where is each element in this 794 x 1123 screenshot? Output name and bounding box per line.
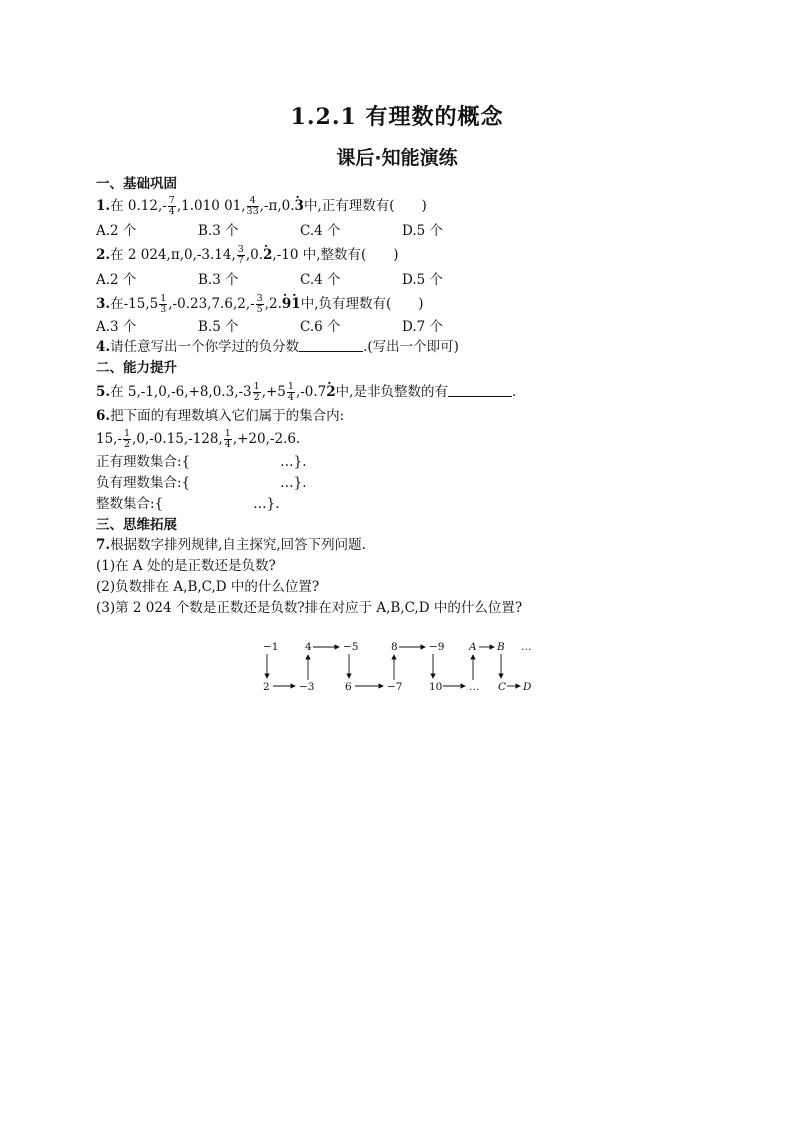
page-subtitle: 课后·知能演练 — [336, 147, 458, 169]
question-text: ,-0.23,7.6,2,- — [168, 296, 255, 312]
question-6-number-list — [96, 427, 696, 452]
question-text: 根据数字排列规律,自主探究,回答下列问题. — [110, 537, 366, 553]
set-label: 正有理数集合:{ — [96, 454, 191, 470]
question-text: ,1.010 01, — [176, 198, 246, 214]
question-text: ,+5 — [261, 384, 286, 400]
question-text: . — [511, 384, 517, 400]
set-positive-rational — [96, 452, 696, 473]
pattern-top-2: 4 — [305, 641, 312, 653]
answer-blank[interactable] — [448, 382, 512, 397]
fraction-numerator: 1 — [287, 381, 294, 392]
option-a[interactable]: A.2 个 — [96, 223, 137, 239]
fraction-denominator: 7 — [237, 255, 244, 266]
option-a[interactable]: A.3 个 — [96, 319, 137, 335]
number-list-text: ,+20,-2.6. — [232, 431, 301, 447]
repeating-digit: · 3 — [295, 194, 304, 219]
section-heading-thinking: 三、思维拓展 — [96, 517, 177, 533]
set-negative-rational — [96, 473, 696, 494]
pattern-top-1: −1 — [263, 641, 279, 653]
question-7-part-2: (2)负数排在 A,B,C,D 中的什么位置? — [96, 579, 320, 595]
pattern-bottom-ellipsis: … — [469, 681, 480, 693]
fraction-denominator: 2 — [124, 439, 131, 450]
number-list-text: 15,- — [96, 431, 123, 447]
option-b[interactable]: B.3 个 — [198, 272, 239, 288]
option-a[interactable]: A.2 个 — [96, 272, 137, 288]
question-1 — [96, 194, 696, 219]
fraction — [123, 429, 131, 450]
repeating-digit: · 1 — [291, 292, 300, 317]
question-number: 3. — [96, 296, 111, 312]
set-label: 负有理数集合:{ — [96, 475, 191, 491]
question-text: ,0. — [245, 247, 263, 263]
fraction-denominator: 5 — [256, 304, 263, 315]
question-7-part-3: (3)第 2 024 个数是正数还是负数?排在对应于 A,B,C,D 中的什么位置? — [96, 600, 523, 616]
pattern-bottom-5: 10 — [429, 681, 443, 693]
question-text: 在-15,5 — [110, 296, 159, 312]
question-text: ,-0.7 — [295, 384, 327, 400]
fraction — [168, 196, 176, 217]
fraction-numerator: 1 — [224, 428, 231, 439]
question-2-options — [96, 268, 696, 292]
question-5 — [96, 378, 696, 406]
question-number: 1. — [96, 198, 111, 214]
pattern-bottom-4: −7 — [387, 681, 403, 693]
pattern-bottom-1: 2 — [263, 681, 270, 693]
option-d[interactable]: D.7 个 — [402, 319, 444, 335]
fraction — [159, 294, 167, 315]
pattern-top-ellipsis: … — [521, 641, 532, 653]
fraction-numerator: 7 — [168, 195, 175, 206]
question-text: 中,是非负整数的有 — [335, 384, 448, 400]
fraction — [224, 429, 232, 450]
fraction-denominator: 4 — [168, 206, 175, 217]
pattern-bottom-c: C — [498, 681, 507, 693]
number-pattern-diagram — [255, 640, 545, 696]
fraction-numerator: 3 — [256, 293, 263, 304]
fraction — [247, 196, 259, 217]
question-text: 在 2 024,π,0,-3.14, — [110, 247, 236, 263]
worksheet-content — [96, 174, 696, 619]
fraction-denominator: 33 — [246, 206, 259, 217]
pattern-top-a: A — [469, 641, 477, 653]
pattern-top-3: −5 — [343, 641, 359, 653]
fraction-denominator: 2 — [253, 392, 260, 403]
pattern-top-b: B — [497, 641, 505, 653]
option-d[interactable]: D.5 个 — [402, 272, 444, 288]
fraction-denominator: 4 — [287, 392, 294, 403]
set-integers — [96, 494, 696, 515]
section-heading-basic: 一、基础巩固 — [96, 176, 177, 192]
repeating-digit: · 9 — [282, 292, 291, 317]
question-text: 中,正有理数有( ) — [303, 198, 427, 214]
option-c[interactable]: C.4 个 — [300, 272, 341, 288]
fraction-numerator: 1 — [160, 293, 167, 304]
fraction-numerator: 4 — [247, 196, 259, 207]
question-7-part-1: (1)在 A 处的是正数还是负数? — [96, 558, 276, 574]
question-text: 中,负有理数有( ) — [300, 296, 424, 312]
fraction — [256, 294, 264, 315]
question-number: 4. — [96, 339, 111, 355]
question-text: 把下面的有理数填入它们属于的集合内: — [110, 408, 345, 424]
fraction-numerator: 3 — [237, 244, 244, 255]
question-3 — [96, 292, 696, 317]
option-d[interactable]: D.5 个 — [402, 223, 444, 239]
answer-blank[interactable] — [299, 337, 363, 352]
question-6 — [96, 406, 696, 427]
set-label: 整数集合:{ — [96, 496, 164, 512]
repeating-digit: · 2 — [326, 378, 335, 406]
question-text: ,-10 中,整数有( ) — [272, 247, 399, 263]
number-list-text: ,0,-0.15,-128, — [132, 431, 223, 447]
question-text: 在 5,-1,0,-6,+8,0.3,-3 — [110, 384, 252, 400]
question-number: 2. — [96, 247, 111, 263]
question-number: 5. — [96, 384, 111, 400]
question-4 — [96, 337, 696, 358]
set-end: …}. — [280, 454, 307, 470]
question-text: ,2. — [264, 296, 282, 312]
question-7 — [96, 535, 696, 556]
fraction-denominator: 3 — [160, 304, 167, 315]
question-text: 请任意写出一个你学过的负分数 — [110, 339, 300, 355]
question-3-options — [96, 317, 696, 337]
option-b[interactable]: B.5 个 — [198, 319, 239, 335]
question-number: 7. — [96, 537, 111, 553]
page-title: 1.2.1 有理数的概念 — [290, 104, 504, 130]
pattern-top-4: 8 — [391, 641, 398, 653]
pattern-bottom-3: 6 — [345, 681, 352, 693]
repeating-digit: · 2 — [263, 243, 272, 268]
fraction-numerator: 1 — [124, 428, 131, 439]
fraction — [253, 382, 261, 403]
pattern-svg — [255, 640, 545, 696]
question-1-options — [96, 219, 696, 243]
set-end: …}. — [253, 496, 280, 512]
section-heading-advanced: 二、能力提升 — [96, 360, 177, 376]
question-2 — [96, 243, 696, 268]
question-text: 在 0.12,- — [110, 198, 167, 214]
option-c[interactable]: C.4 个 — [300, 223, 341, 239]
question-number: 6. — [96, 408, 111, 424]
fraction — [287, 382, 295, 403]
set-end: …}. — [280, 475, 307, 491]
fraction — [237, 245, 245, 266]
question-text: ,-π,0. — [259, 198, 295, 214]
pattern-top-5: −9 — [429, 641, 445, 653]
option-b[interactable]: B.3 个 — [198, 223, 239, 239]
pattern-bottom-d: D — [523, 681, 532, 693]
pattern-bottom-2: −3 — [299, 681, 315, 693]
question-text: .(写出一个即可) — [363, 339, 459, 355]
fraction-numerator: 1 — [253, 381, 260, 392]
option-c[interactable]: C.6 个 — [300, 319, 341, 335]
fraction-denominator: 4 — [224, 439, 231, 450]
